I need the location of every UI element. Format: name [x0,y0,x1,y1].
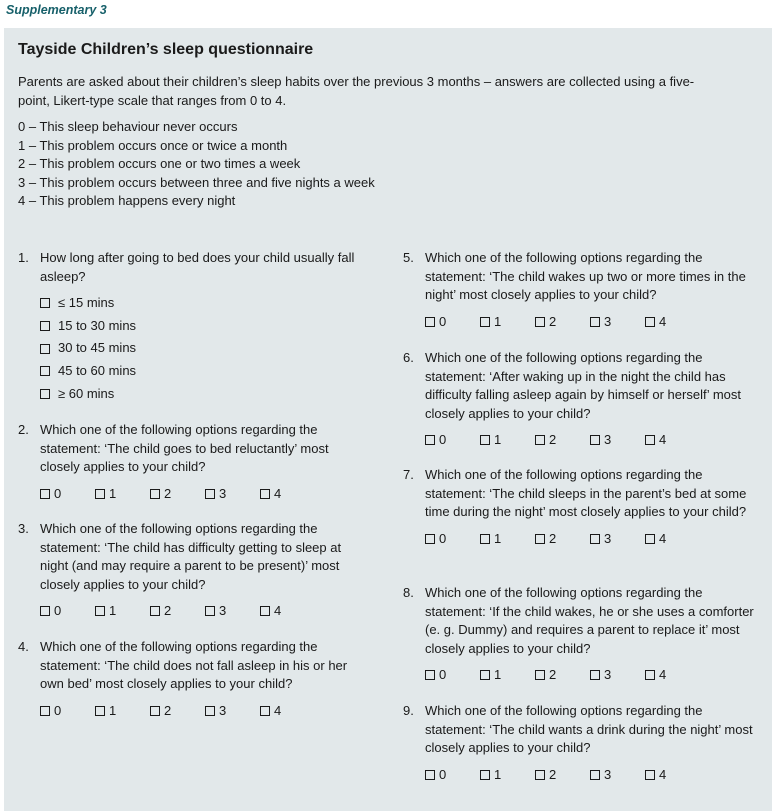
option-label: 3 [604,432,612,447]
option-label: 3 [604,530,612,546]
answer-option[interactable] [590,431,645,450]
question-number: 5. [403,250,414,265]
checkbox[interactable] [535,317,545,327]
checkbox[interactable] [535,670,545,680]
checkbox[interactable] [645,435,655,445]
question-5 [403,249,755,331]
answer-option[interactable] [150,602,205,621]
checkbox[interactable] [425,534,435,544]
checkbox[interactable] [205,706,215,716]
question-text: Which one of the following options regarding the statement: ‘After waking up in the night the child has difficulty falling asleep again by himself or herself’ most closely applies to your child? [425,350,741,421]
checkbox[interactable] [425,435,435,445]
question-text: Which one of the following options regarding the statement: ‘If the child wakes, he or she uses a comforter (e. g. Dummy) and requires a parent to replace it’ most closely applies to your child? [425,585,754,656]
question-8 [403,584,755,685]
option-label: 4 [659,766,667,782]
checkbox[interactable] [40,321,50,331]
option-label: 2 [164,702,172,718]
option-label: 1 [494,766,502,782]
answer-options [40,292,363,405]
checkbox[interactable] [150,706,160,716]
option-label: 0 [54,702,62,718]
answer-option[interactable] [40,315,363,338]
answer-option[interactable] [425,666,480,685]
page-title: Tayside Children’s sleep questionnaire [18,41,314,58]
answer-option[interactable] [40,702,95,721]
answer-option[interactable] [40,292,363,315]
checkbox[interactable] [260,489,270,499]
checkbox[interactable] [260,606,270,616]
answer-option[interactable] [40,360,363,383]
checkbox[interactable] [535,534,545,544]
option-label: 1 [494,432,502,447]
supplementary-label: Supplementary 3 [6,3,107,17]
answer-options [425,313,755,332]
option-label: 4 [659,530,667,546]
checkbox[interactable] [645,534,655,544]
checkbox[interactable] [40,606,50,616]
option-label: 4 [274,485,282,501]
question-number: 9. [403,703,414,718]
answer-option[interactable] [260,702,315,721]
question-number: 7. [403,467,414,482]
answer-option[interactable] [590,666,645,685]
checkbox[interactable] [480,770,490,780]
option-label: 1 [109,603,117,618]
checkbox[interactable] [645,670,655,680]
option-label: 0 [439,766,447,782]
answer-options [40,702,368,721]
option-label: 3 [604,766,612,782]
question-text: Which one of the following options regarding the statement: ‘The child has difficulty getting to sleep at night (and may require a parent to be present)’ most closely applies to your child? [40,521,342,592]
option-label: 2 [549,313,557,329]
answer-option[interactable] [645,313,700,332]
option-label: 2 [164,603,172,618]
scale-item: 4 – This problem happens every night [18,193,236,208]
checkbox[interactable] [645,317,655,327]
option-label: ≤ 15 mins [58,295,115,311]
option-label: 1 [109,702,117,718]
checkbox[interactable] [590,435,600,445]
answer-option[interactable] [260,485,315,504]
question-number: 6. [403,350,414,365]
answer-option[interactable] [590,530,645,549]
answer-option[interactable] [645,530,700,549]
question-text: Which one of the following options regarding the statement: ‘The child wants a drink during the night’ most closely applies to your child? [425,703,753,755]
checkbox[interactable] [40,706,50,716]
option-label: 0 [439,432,447,447]
option-label: 2 [549,530,557,546]
checkbox[interactable] [425,770,435,780]
answer-option[interactable] [645,766,700,785]
answer-option[interactable] [425,431,480,450]
question-number: 8. [403,585,414,600]
option-label: 1 [494,667,502,682]
intro-text: Parents are asked about their children’s sleep habits over the previous 3 months – answers are collected using a five-point, Likert-type scale that ranges from 0 to 4. [18,74,695,108]
answer-option[interactable] [535,666,590,685]
answer-option[interactable] [40,383,363,406]
option-label: 3 [604,313,612,329]
checkbox[interactable] [95,706,105,716]
checkbox[interactable] [535,435,545,445]
answer-option[interactable] [425,766,480,785]
answer-option[interactable] [205,702,260,721]
option-label: 0 [439,667,447,682]
answer-option[interactable] [535,431,590,450]
checkbox[interactable] [590,317,600,327]
answer-option[interactable] [535,530,590,549]
question-text: Which one of the following options regarding the statement: ‘The child goes to bed reluctantly’ most closely applies to your child? [40,422,329,474]
option-label: 0 [439,313,447,329]
option-label: 2 [549,667,557,682]
checkbox[interactable] [260,706,270,716]
question-4 [18,638,368,720]
question-3 [18,520,368,621]
answer-option[interactable] [40,485,95,504]
answer-option[interactable] [95,485,150,504]
answer-option[interactable] [645,431,700,450]
checkbox[interactable] [480,435,490,445]
checkbox[interactable] [40,298,50,308]
answer-option[interactable] [425,530,480,549]
scale-legend [18,118,375,211]
answer-option[interactable] [480,766,535,785]
option-label: 1 [494,530,502,546]
answer-options [425,530,755,549]
checkbox[interactable] [205,489,215,499]
checkbox[interactable] [645,770,655,780]
checkbox[interactable] [205,606,215,616]
checkbox[interactable] [95,489,105,499]
scale-item: 1 – This problem occurs once or twice a month [18,137,288,153]
answer-option[interactable] [150,485,205,504]
checkbox[interactable] [40,344,50,354]
option-label: 2 [549,766,557,782]
question-number: 3. [18,521,29,536]
answer-options [425,666,755,685]
checkbox[interactable] [425,317,435,327]
answer-option[interactable] [480,313,535,332]
checkbox[interactable] [40,489,50,499]
option-label: 15 to 30 mins [58,317,137,333]
answer-option[interactable] [535,313,590,332]
option-label: 3 [604,667,612,682]
option-label: 3 [219,603,227,618]
option-label: 0 [54,603,62,618]
checkbox[interactable] [480,317,490,327]
question-number: 2. [18,422,29,437]
checkbox[interactable] [150,489,160,499]
question-text: Which one of the following options regarding the statement: ‘The child does not fall asleep in his or her own bed’ most closely applies to your child? [40,639,348,691]
answer-option[interactable] [480,530,535,549]
scale-item: 0 – This sleep behaviour never occurs [18,119,238,134]
question-text: Which one of the following options regarding the statement: ‘The child wakes up two or more times in the night’ most closely applies to your child? [425,250,746,302]
answer-option[interactable] [425,313,480,332]
option-label: 4 [659,667,667,682]
answer-options [40,485,368,504]
checkbox[interactable] [40,389,50,399]
checkbox[interactable] [535,770,545,780]
checkbox[interactable] [480,670,490,680]
answer-option[interactable] [150,702,205,721]
question-text: How long after going to bed does your child usually fall asleep? [40,250,355,284]
answer-option[interactable] [260,602,315,621]
answer-options [425,431,759,450]
question-2 [18,421,368,503]
answer-option[interactable] [590,766,645,785]
checkbox[interactable] [590,534,600,544]
question-6 [403,349,759,450]
checkbox[interactable] [40,366,50,376]
option-label: 45 to 60 mins [58,363,137,379]
option-label: 2 [549,432,557,447]
option-label: 2 [164,485,172,501]
scale-item: 2 – This problem occurs one or two times a week [18,156,301,171]
option-label: 3 [219,485,227,501]
checkbox[interactable] [150,606,160,616]
scale-item: 3 – This problem occurs between three and five nights a week [18,174,375,190]
option-label: ≥ 60 mins [58,385,115,401]
option-label: 1 [109,485,117,501]
answer-option[interactable] [480,666,535,685]
question-number: 1. [18,250,29,265]
option-label: 0 [439,530,447,546]
answer-option[interactable] [645,666,700,685]
question-number: 4. [18,639,29,654]
question-1 [18,249,363,405]
question-text: Which one of the following options regarding the statement: ‘The child sleeps in the parent’s bed at some time during the night’ most closely applies to your child? [425,467,747,519]
answer-option[interactable] [95,702,150,721]
option-label: 4 [659,432,667,447]
answer-option[interactable] [480,431,535,450]
option-label: 30 to 45 mins [58,340,137,356]
answer-option[interactable] [95,602,150,621]
checkbox[interactable] [480,534,490,544]
questionnaire-panel [4,28,772,811]
option-label: 4 [659,313,667,329]
answer-option[interactable] [40,337,363,360]
option-label: 3 [219,702,227,718]
answer-options [425,766,755,785]
answer-option[interactable] [590,313,645,332]
answer-option[interactable] [205,602,260,621]
answer-option[interactable] [535,766,590,785]
checkbox[interactable] [590,670,600,680]
question-7 [403,466,755,548]
option-label: 4 [274,603,282,618]
checkbox[interactable] [590,770,600,780]
option-label: 4 [274,702,282,718]
option-label: 1 [494,313,502,329]
checkbox[interactable] [95,606,105,616]
checkbox[interactable] [425,670,435,680]
answer-option[interactable] [205,485,260,504]
question-9 [403,702,755,784]
answer-option[interactable] [40,602,95,621]
option-label: 0 [54,485,62,501]
answer-options [40,602,368,621]
